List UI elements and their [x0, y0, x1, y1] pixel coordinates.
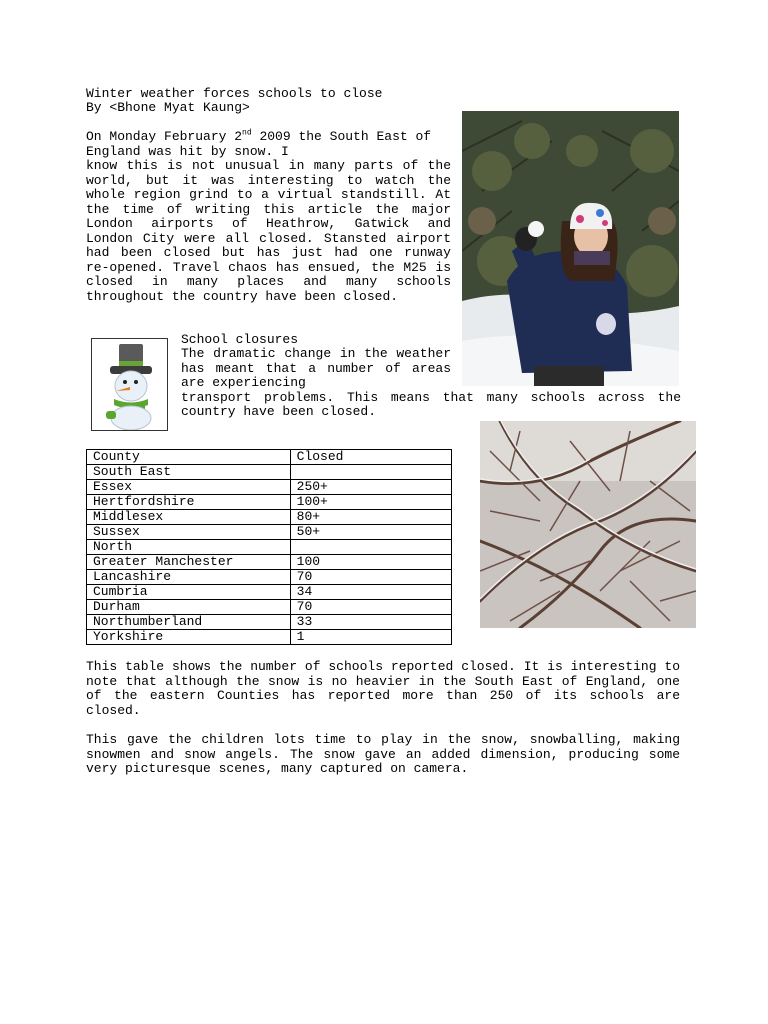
section-heading: School closures: [181, 332, 299, 347]
girl-in-snow-photo: [462, 111, 679, 386]
table-row: [87, 480, 452, 495]
table-cell: Cumbria: [87, 585, 291, 600]
section-text-line: transport problems. This means that many schools across the: [181, 390, 681, 405]
table-cell: 34: [290, 585, 451, 600]
table-cell: Lancashire: [87, 570, 291, 585]
snowman-icon: [91, 338, 168, 431]
table-cell: 70: [290, 600, 451, 615]
table-cell: Hertfordshire: [87, 495, 291, 510]
header-closed: Closed: [290, 450, 451, 465]
article-title: Winter weather forces schools to close: [86, 86, 383, 101]
table-cell: 80+: [290, 510, 451, 525]
table-row: [87, 585, 452, 600]
table-row: [87, 555, 452, 570]
table-cell: 50+: [290, 525, 451, 540]
table-cell: 1: [290, 630, 451, 645]
section-text-wrapped: The dramatic change in the weather has meant that a number of areas are experiencing: [181, 346, 451, 390]
table-row: [87, 630, 452, 645]
table-cell: Durham: [87, 600, 291, 615]
table-cell: Middlesex: [87, 510, 291, 525]
table-row: [87, 615, 452, 630]
header-county: County: [87, 450, 291, 465]
closing-paragraph: This gave the children lots time to play in the snow, snowballing, making snowmen and snow angels. The snow gave an added dimension, producing some very picturesque scenes, many captured on camera.: [86, 732, 680, 776]
table-cell: [290, 465, 451, 480]
snowy-branches-photo: [480, 421, 696, 628]
table-cell: 250+: [290, 480, 451, 495]
table-cell: 100+: [290, 495, 451, 510]
table-row: [87, 540, 452, 555]
table-row: [87, 525, 452, 540]
table-cell: 33: [290, 615, 451, 630]
intro-text-start: On Monday February 2: [86, 129, 243, 144]
table-row: [87, 570, 452, 585]
table-cell: Greater Manchester: [87, 555, 291, 570]
table-cell: Northumberland: [87, 615, 291, 630]
table-row: [87, 465, 452, 480]
table-row: [87, 495, 452, 510]
table-cell: 100: [290, 555, 451, 570]
table-row: [87, 600, 452, 615]
intro-line: [86, 130, 451, 159]
table-cell: [290, 540, 451, 555]
table-cell: Essex: [87, 480, 291, 495]
table-cell: North: [87, 540, 291, 555]
table-row: [87, 510, 452, 525]
table-cell: Yorkshire: [87, 630, 291, 645]
table-cell: Sussex: [87, 525, 291, 540]
intro-paragraph: know this is not unusual in many parts of the world, but it was interesting to watch the whole region grind to a virtual standstill. At the time of writing this article the major London airports of Heathrow, Gatwick and London City were all closed. Stansted airport had been closed but has just had one runway re-opened. Travel chaos has ensued, the M25 is closed in many places and many schools throughout the country have been closed.: [86, 158, 451, 304]
table-cell: 70: [290, 570, 451, 585]
table-summary-paragraph: This table shows the number of schools reported closed. It is interesting to note that although the snow is no heavier in the South East of England, one of the eastern Counties has reported more than 250 of its schools are closed.: [86, 659, 680, 718]
article-byline: By <Bhone Myat Kaung>: [86, 100, 250, 115]
table-header-row: [87, 450, 452, 465]
intro-superscript: nd: [242, 128, 252, 138]
intro-text-end: 2009 the South East of England was hit by snow. I: [86, 129, 432, 159]
table-cell: South East: [87, 465, 291, 480]
section-text-end: country have been closed.: [181, 404, 377, 419]
school-closures-table: [86, 449, 452, 645]
